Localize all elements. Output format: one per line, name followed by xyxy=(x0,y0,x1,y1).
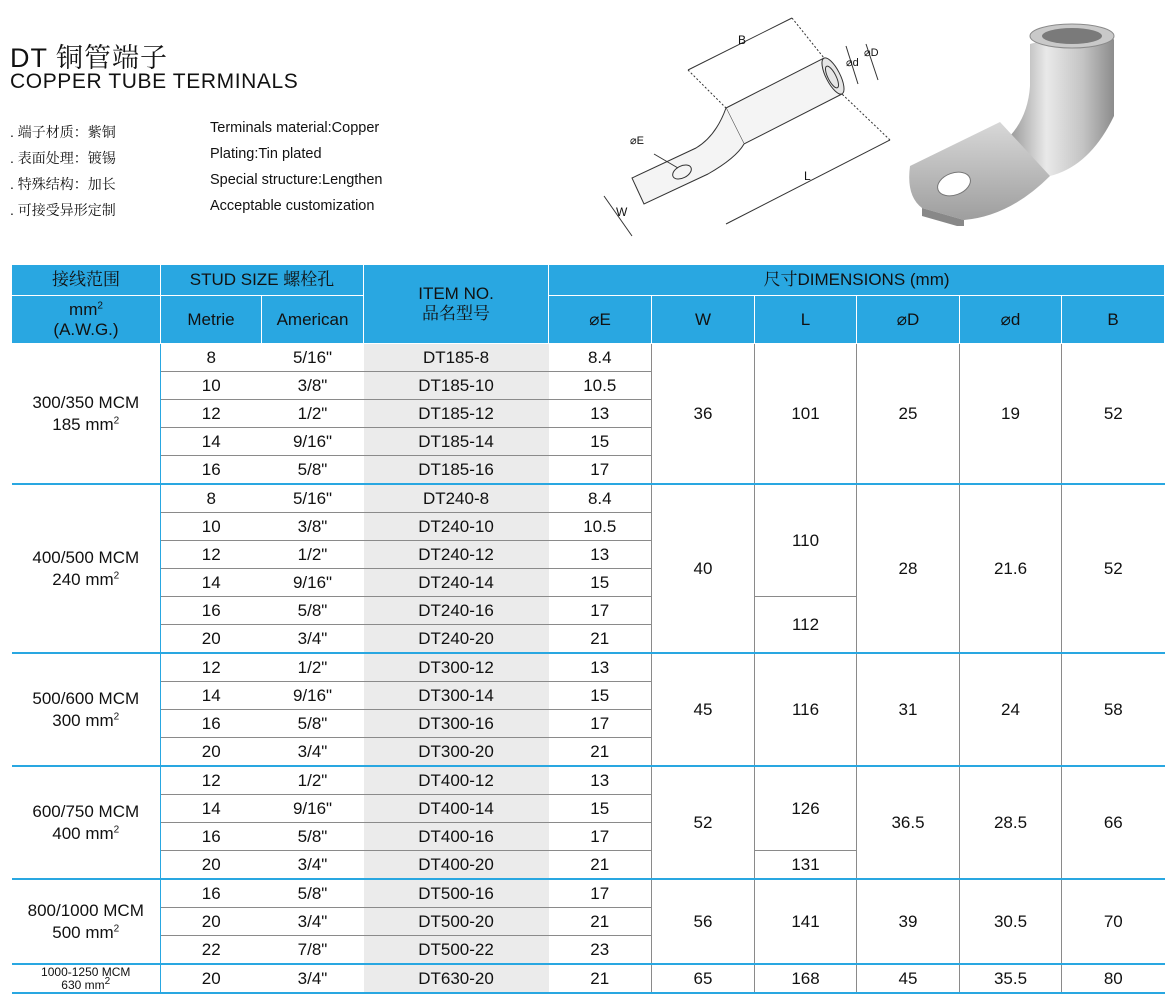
metric-size: 20 xyxy=(161,851,262,880)
item-number: DT500-20 xyxy=(364,908,549,936)
item-number: DT185-10 xyxy=(364,372,549,400)
item-number: DT500-22 xyxy=(364,936,549,965)
header-range-unit xyxy=(12,296,161,344)
D-value: 31 xyxy=(857,653,960,766)
D-value: 25 xyxy=(857,344,960,485)
E-value: 17 xyxy=(549,597,652,625)
item-number: DT240-12 xyxy=(364,541,549,569)
header-stud-size: STUD SIZE 螺栓孔 xyxy=(161,265,364,296)
metric-size: 8 xyxy=(161,344,262,372)
table-row xyxy=(12,484,1165,513)
item-number: DT185-16 xyxy=(364,456,549,485)
item-number: DT400-12 xyxy=(364,766,549,795)
item-number: DT400-20 xyxy=(364,851,549,880)
american-size: 1/2" xyxy=(262,653,364,682)
american-size: 9/16" xyxy=(262,569,364,597)
E-value: 8.4 xyxy=(549,344,652,372)
american-size: 3/8" xyxy=(262,372,364,400)
wire-range-mm: 500 mm xyxy=(52,922,114,942)
B-value: 52 xyxy=(1062,344,1165,485)
wire-range-mm: 240 mm xyxy=(52,569,114,589)
wire-range-cell: 1000-1250 MCM 630 $mm^2$ xyxy=(12,964,161,993)
spec-label-cn: . 端子材质：紫铜 xyxy=(10,124,116,140)
american-size: 9/16" xyxy=(262,795,364,823)
E-value: 10.5 xyxy=(549,372,652,400)
wire-range-mm: 630 mm xyxy=(61,977,105,992)
american-size: 1/2" xyxy=(262,541,364,569)
E-value: 8.4 xyxy=(549,484,652,513)
E-value: 13 xyxy=(549,653,652,682)
L-value: 101 xyxy=(755,344,857,485)
table-row xyxy=(12,344,1165,372)
wire-range-mm: 300 mm xyxy=(52,710,114,730)
E-value: 17 xyxy=(549,456,652,485)
W-value: 52 xyxy=(652,766,755,879)
american-size: 5/16" xyxy=(262,344,364,372)
W-value: 45 xyxy=(652,653,755,766)
drawing-label-L: L xyxy=(804,169,811,183)
metric-size: 16 xyxy=(161,597,262,625)
american-size: 5/8" xyxy=(262,456,364,485)
wire-range-cell: 500/600 MCM 300 $mm^2$ xyxy=(12,653,161,766)
E-value: 21 xyxy=(549,851,652,880)
american-size: 5/8" xyxy=(262,710,364,738)
item-number: DT240-16 xyxy=(364,597,549,625)
header-d: ⌀d xyxy=(960,296,1062,344)
wire-range-cell: 600/750 MCM 400 $mm^2$ xyxy=(12,766,161,879)
header-L: L xyxy=(755,296,857,344)
item-number: DT400-16 xyxy=(364,823,549,851)
E-value: 15 xyxy=(549,795,652,823)
metric-size: 16 xyxy=(161,456,262,485)
page-title-cn: DT 铜管端子 xyxy=(10,43,169,73)
E-value: 15 xyxy=(549,682,652,710)
L-value: 141 xyxy=(755,879,857,964)
D-value: 39 xyxy=(857,879,960,964)
spec-label-cn: . 表面处理：镀锡 xyxy=(10,150,116,166)
L-value: 116 xyxy=(755,653,857,766)
item-number: DT300-12 xyxy=(364,653,549,682)
drawing-label-d: ⌀d xyxy=(846,57,859,69)
L-value: 110 xyxy=(755,484,857,597)
header-item-en: ITEM NO. xyxy=(418,284,494,303)
wire-range-mcm: 600/750 MCM xyxy=(32,801,140,821)
metric-size: 14 xyxy=(161,795,262,823)
B-value: 58 xyxy=(1062,653,1165,766)
item-number: DT630-20 xyxy=(364,964,549,993)
metric-size: 14 xyxy=(161,569,262,597)
american-size: 9/16" xyxy=(262,428,364,456)
drawing-label-D: ⌀D xyxy=(864,47,879,59)
metric-size: 20 xyxy=(161,625,262,654)
header-item-cn: 品名型号 xyxy=(422,304,491,323)
E-value: 15 xyxy=(549,569,652,597)
american-size: 3/4" xyxy=(262,851,364,880)
american-size: 3/4" xyxy=(262,964,364,993)
dimensions-table xyxy=(11,264,1165,994)
american-size: 5/16" xyxy=(262,484,364,513)
wire-range-mcm: 300/350 MCM xyxy=(32,392,140,412)
wire-range-mm: 185 mm xyxy=(52,414,114,434)
spec-label-en: Acceptable customization xyxy=(210,198,375,214)
american-size: 1/2" xyxy=(262,766,364,795)
E-value: 21 xyxy=(549,908,652,936)
wire-range-cell: 400/500 MCM 240 $mm^2$ xyxy=(12,484,161,653)
header-item-no xyxy=(364,265,549,344)
american-size: 1/2" xyxy=(262,400,364,428)
header-metric: Metrie xyxy=(161,296,262,344)
W-value: 56 xyxy=(652,879,755,964)
metric-size: 14 xyxy=(161,428,262,456)
d-value: 21.6 xyxy=(960,484,1062,653)
wire-range-mcm: 400/500 MCM xyxy=(32,547,140,567)
american-size: 3/4" xyxy=(262,625,364,654)
E-value: 15 xyxy=(549,428,652,456)
E-value: 13 xyxy=(549,766,652,795)
american-size: 7/8" xyxy=(262,936,364,965)
table-row xyxy=(12,964,1165,993)
american-size: 5/8" xyxy=(262,823,364,851)
D-value: 36.5 xyxy=(857,766,960,879)
american-size: 5/8" xyxy=(262,597,364,625)
header-E: ⌀E xyxy=(549,296,652,344)
E-value: 17 xyxy=(549,710,652,738)
B-value: 70 xyxy=(1062,879,1165,964)
E-value: 10.5 xyxy=(549,513,652,541)
W-value: 40 xyxy=(652,484,755,653)
wire-range-mcm: 500/600 MCM xyxy=(32,688,140,708)
table-row xyxy=(12,653,1165,682)
item-number: DT500-16 xyxy=(364,879,549,908)
wire-range-mm: 400 mm xyxy=(52,823,114,843)
item-number: DT240-14 xyxy=(364,569,549,597)
page-title-en: COPPER TUBE TERMINALS xyxy=(10,70,299,93)
header-D: ⌀D xyxy=(857,296,960,344)
spec-label-cn: . 可接受异形定制 xyxy=(10,202,116,218)
spec-label-cn: . 特殊结构：加长 xyxy=(10,176,116,192)
metric-size: 16 xyxy=(161,823,262,851)
header-american: American xyxy=(262,296,364,344)
spec-label-en: Plating:Tin plated xyxy=(210,146,322,162)
metric-size: 12 xyxy=(161,766,262,795)
metric-size: 12 xyxy=(161,400,262,428)
metric-size: 10 xyxy=(161,513,262,541)
L-value: 126 xyxy=(755,766,857,851)
spec-label-en: Terminals material:Copper xyxy=(210,120,380,136)
header-range-awg: (A.W.G.) xyxy=(53,319,119,339)
american-size: 3/4" xyxy=(262,908,364,936)
metric-size: 12 xyxy=(161,541,262,569)
B-value: 52 xyxy=(1062,484,1165,653)
E-value: 13 xyxy=(549,541,652,569)
wire-range-cell: 800/1000 MCM 500 $mm^2$ xyxy=(12,879,161,964)
header-range-sup: 2 xyxy=(97,299,103,311)
metric-size: 20 xyxy=(161,908,262,936)
item-number: DT185-14 xyxy=(364,428,549,456)
metric-size: 22 xyxy=(161,936,262,965)
american-size: 3/8" xyxy=(262,513,364,541)
american-size: 3/4" xyxy=(262,738,364,767)
header-W: W xyxy=(652,296,755,344)
item-number: DT240-10 xyxy=(364,513,549,541)
E-value: 17 xyxy=(549,823,652,851)
d-value: 30.5 xyxy=(960,879,1062,964)
D-value: 45 xyxy=(857,964,960,993)
drawing-label-E: ⌀E xyxy=(630,135,644,147)
d-value: 24 xyxy=(960,653,1062,766)
drawing-label-B: B xyxy=(738,33,747,47)
header-B: B xyxy=(1062,296,1165,344)
L-value: 131 xyxy=(755,851,857,880)
E-value: 21 xyxy=(549,964,652,993)
item-number: DT240-20 xyxy=(364,625,549,654)
E-value: 21 xyxy=(549,625,652,654)
metric-size: 10 xyxy=(161,372,262,400)
table-row xyxy=(12,766,1165,795)
metric-size: 12 xyxy=(161,653,262,682)
terminal-product-image xyxy=(900,16,1170,226)
header-dimensions: 尺寸DIMENSIONS (mm) xyxy=(549,265,1165,296)
B-value: 66 xyxy=(1062,766,1165,879)
header-range-cn: 接线范围 xyxy=(12,265,161,296)
metric-size: 14 xyxy=(161,682,262,710)
metric-size: 8 xyxy=(161,484,262,513)
item-number: DT185-12 xyxy=(364,400,549,428)
d-value: 35.5 xyxy=(960,964,1062,993)
item-number: DT240-8 xyxy=(364,484,549,513)
metric-size: 20 xyxy=(161,964,262,993)
L-value: 168 xyxy=(755,964,857,993)
item-number: DT300-16 xyxy=(364,710,549,738)
D-value: 28 xyxy=(857,484,960,653)
E-value: 23 xyxy=(549,936,652,965)
E-value: 17 xyxy=(549,879,652,908)
wire-range-mcm: 1000-1250 MCM xyxy=(41,964,131,979)
spec-label-en: Special structure:Lengthen xyxy=(210,172,383,188)
american-size: 5/8" xyxy=(262,879,364,908)
E-value: 13 xyxy=(549,400,652,428)
W-value: 36 xyxy=(652,344,755,485)
B-value: 80 xyxy=(1062,964,1165,993)
header-range-mm: mm xyxy=(69,299,98,319)
wire-range-cell: 300/350 MCM 185 $mm^2$ xyxy=(12,344,161,485)
L-value: 112 xyxy=(755,597,857,654)
d-value: 19 xyxy=(960,344,1062,485)
item-number: DT185-8 xyxy=(364,344,549,372)
item-number: DT300-14 xyxy=(364,682,549,710)
metric-size: 20 xyxy=(161,738,262,767)
d-value: 28.5 xyxy=(960,766,1062,879)
item-number: DT300-20 xyxy=(364,738,549,767)
american-size: 9/16" xyxy=(262,682,364,710)
W-value: 65 xyxy=(652,964,755,993)
wire-range-mcm: 800/1000 MCM xyxy=(27,900,144,920)
metric-size: 16 xyxy=(161,879,262,908)
drawing-label-W: W xyxy=(616,205,628,219)
E-value: 21 xyxy=(549,738,652,767)
metric-size: 16 xyxy=(161,710,262,738)
terminal-dimension-drawing xyxy=(596,8,906,244)
table-row xyxy=(12,879,1165,908)
item-number: DT400-14 xyxy=(364,795,549,823)
